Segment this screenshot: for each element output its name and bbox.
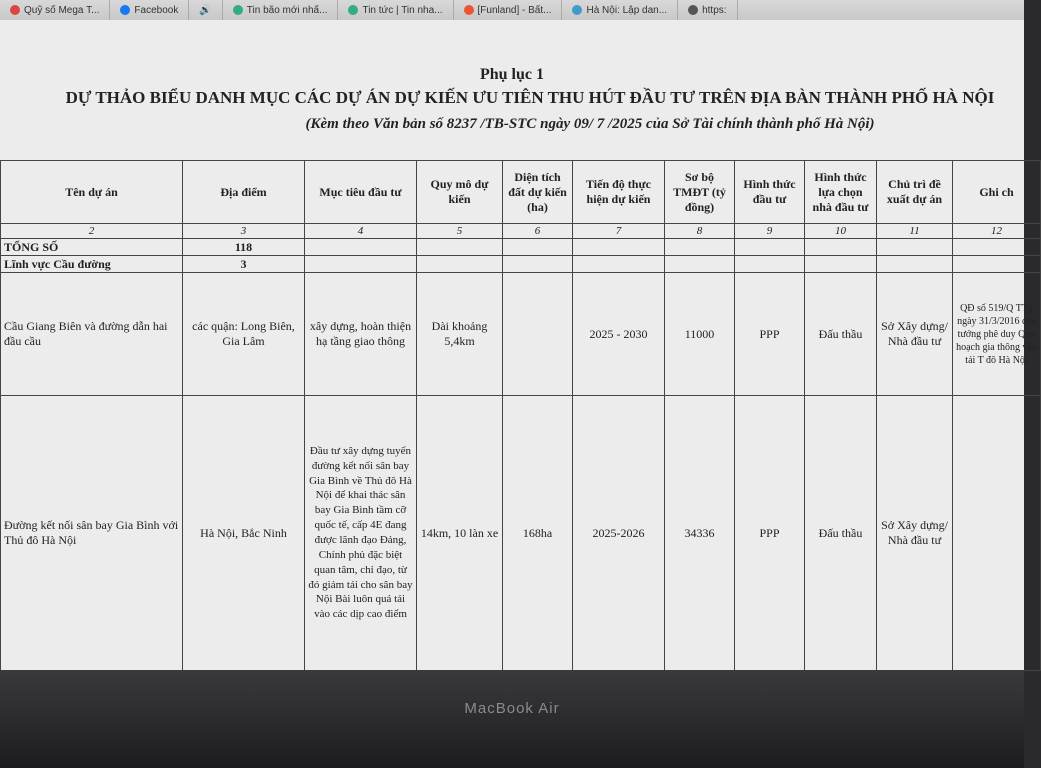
browser-tab[interactable]: Tin tức | Tin nha...	[338, 0, 453, 20]
browser-tab[interactable]: Facebook	[110, 0, 189, 20]
favicon-icon	[464, 5, 474, 15]
project-area	[503, 273, 573, 396]
index-cell: 6	[503, 224, 573, 239]
sector-label: Lĩnh vực Cầu đường	[1, 256, 183, 273]
project-investment: 34336	[665, 396, 735, 671]
index-cell: 8	[665, 224, 735, 239]
favicon-icon	[348, 5, 358, 15]
index-cell: 12	[953, 224, 1041, 239]
browser-tab[interactable]	[189, 0, 222, 20]
project-name: Đường kết nối sân bay Gia Bình với Thủ đô Hà Nội	[1, 396, 183, 671]
laptop-bezel	[0, 670, 1024, 768]
browser-tab-bar	[0, 0, 1024, 21]
col-header: Tên dự án	[1, 161, 183, 224]
col-header: Sơ bộ TMĐT (tỷ đồng)	[665, 161, 735, 224]
project-investment: 11000	[665, 273, 735, 396]
index-cell: 5	[417, 224, 503, 239]
device-brand: MacBook Air	[464, 700, 560, 717]
project-lead: Sở Xây dựng/ Nhà đầu tư	[877, 273, 953, 396]
index-row	[1, 224, 1041, 239]
project-scale: Dài khoảng 5,4km	[417, 273, 503, 396]
project-lead: Sở Xây dựng/ Nhà đầu tư	[877, 396, 953, 671]
col-header: Địa điểm	[183, 161, 305, 224]
index-cell: 2	[1, 224, 183, 239]
project-objective: Đầu tư xây dựng tuyến đường kết nối sân bay Gia Bình về Thủ đô Hà Nội để khai thác sân bay Gia Bình tầm cỡ quốc tế, cấp 4E đang được lãnh đạo Đảng, Chính phủ đặc biệt quan tâm, chỉ đạo, từ đó giảm tải cho sân bay Nội Bài luôn quá tải vào các dịp cao điểm	[305, 396, 417, 671]
project-schedule: 2025-2026	[573, 396, 665, 671]
col-header: Tiến độ thực hiện dự kiến	[573, 161, 665, 224]
project-form: PPP	[735, 396, 805, 671]
index-cell: 3	[183, 224, 305, 239]
col-header: Quy mô dự kiến	[417, 161, 503, 224]
browser-tab[interactable]: Tin bão mới nhấ...	[223, 0, 339, 20]
total-row	[1, 239, 1041, 256]
table-row	[1, 396, 1041, 671]
col-header: Hình thức đầu tư	[735, 161, 805, 224]
index-cell: 11	[877, 224, 953, 239]
col-header: Mục tiêu đầu tư	[305, 161, 417, 224]
total-value: 118	[183, 239, 305, 256]
col-header: Diện tích đất dự kiến (ha)	[503, 161, 573, 224]
appendix-label: Phụ lục 1	[479, 66, 544, 83]
table-row	[1, 273, 1041, 396]
project-location: Hà Nội, Bắc Ninh	[183, 396, 305, 671]
project-table	[0, 160, 1041, 671]
project-schedule: 2025 - 2030	[573, 273, 665, 396]
project-area: 168ha	[503, 396, 573, 671]
favicon-icon	[10, 5, 20, 15]
favicon-icon	[233, 5, 243, 15]
index-cell: 7	[573, 224, 665, 239]
col-header: Chủ trì đề xuất dự án	[877, 161, 953, 224]
sector-value: 3	[183, 256, 305, 273]
facebook-icon	[120, 5, 130, 15]
col-header: Hình thức lựa chọn nhà đầu tư	[805, 161, 877, 224]
project-name: Cầu Giang Biên và đường dẫn hai đầu cầu	[1, 273, 183, 396]
favicon-icon	[688, 5, 698, 15]
project-selection: Đấu thầu	[805, 396, 877, 671]
browser-tab[interactable]: Quỹ số Mega T...	[0, 0, 110, 20]
sector-row	[1, 256, 1041, 273]
browser-tab[interactable]: [Funland] - Bất...	[454, 0, 563, 20]
header-row	[1, 161, 1041, 224]
favicon-icon	[572, 5, 582, 15]
col-header: Ghi ch	[953, 161, 1041, 224]
index-cell: 9	[735, 224, 805, 239]
browser-tab[interactable]: https:	[678, 0, 737, 20]
speaker-icon: 🔊	[199, 4, 212, 16]
document-title: DỰ THẢO BIỂU DANH MỤC CÁC DỰ ÁN DỰ KIẾN ƯU TIÊN THU HÚT ĐẦU TƯ TRÊN ĐỊA BÀN THÀNH PHỐ HÀ NỘI	[65, 88, 995, 107]
project-note	[953, 396, 1041, 671]
project-objective: xây dựng, hoàn thiện hạ tầng giao thông	[305, 273, 417, 396]
project-scale: 14km, 10 làn xe	[417, 396, 503, 671]
document-subtitle: (Kèm theo Văn bản số 8237 /TB-STC ngày 09/ 7 /2025 của Sở Tài chính thành phố Hà Nội)	[305, 116, 875, 132]
project-form: PPP	[735, 273, 805, 396]
document-screen	[0, 20, 1037, 670]
project-note: QĐ số 519/Q TTg ngày 31/3/2016 của tướng phê duy Quy hoạch gia thông vận tải T đô Hà Nội	[953, 273, 1041, 396]
project-selection: Đấu thầu	[805, 273, 877, 396]
total-label: TỔNG SỐ	[1, 239, 183, 256]
project-location: các quận: Long Biên, Gia Lâm	[183, 273, 305, 396]
index-cell: 10	[805, 224, 877, 239]
browser-tab[interactable]: Hà Nội: Lập dan...	[562, 0, 678, 20]
index-cell: 4	[305, 224, 417, 239]
